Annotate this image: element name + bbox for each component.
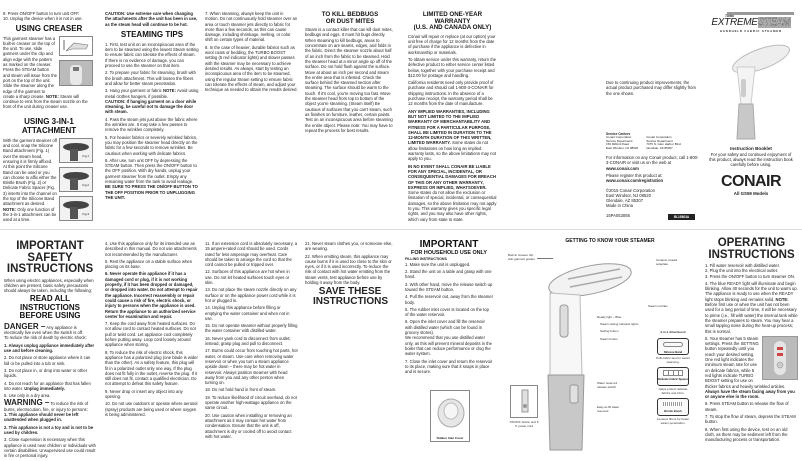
save-instructions-heading: SAVE THESE INSTRUCTIONS [313, 286, 388, 308]
warranty-p4 [408, 109, 497, 162]
danger-5: 5. Use only in a dry area. [4, 393, 51, 399]
steamer-image [705, 39, 797, 144]
safety-18: 18. Do not hold hand in front of steam. [205, 387, 277, 393]
bristle-brush-card [657, 398, 689, 416]
danger-4-text: 4. Do not reach for an appliance that has fallen into water. [4, 380, 91, 391]
filling-3: 3. With other hand, move the release switch up toward the STEAM button. [405, 281, 493, 292]
safety-15: 15. Do not operate steamer without properly filling the water container with distilled water. [205, 323, 298, 334]
service-centers-heading: Service Centers [606, 131, 631, 136]
operating-3: 3. Press the ON/OFF button to turn steamer ON. [705, 273, 796, 279]
operating-7: 7. To stop the flow of steam, depress the STEAM button. [705, 414, 796, 425]
bedbugs-heading-line2: OR DUST MITES [325, 17, 375, 25]
filling-5: 5. The rubber inlet cover is located on the top of the water reservoir. [405, 306, 489, 318]
label-indicator-lights: Steam setting indicator lights [600, 322, 639, 326]
copyright: ©2015 Conair Corporation [606, 187, 655, 193]
safety-20: 20. Use caution when installing or removing an attachment as it may contain hot water from condensation. Ensure that the unit is off, attachment is dry or cooled off to avoid contact with hot water. [205, 412, 292, 439]
bristle-brush-icon [663, 402, 683, 406]
operating-2: 2. Plug the unit into the electrical outlet. [705, 268, 779, 274]
part-code: 15PA053085 [606, 212, 630, 218]
tagline: HANDHELD FABRIC STEAMER [719, 29, 783, 33]
tip-6-warning: BE SURE TO PRESS THE ON/OFF BUTTON TO THE OFF POSITION PRIOR TO UNPLUGGING THE UNIT. [105, 184, 198, 200]
bedbugs-text: Steam is a contact killer that can kill dust mites, bedbugs and eggs. It must hit bugs directly. When steaming to kill bedbugs, areas to concentrate on are seams, edges, and folds in the fabric. Direct the steamer nozzle about half of an inch from the fabric to be steamed. Hold the steamer head at a minor angle up off of the surface. Do not hold flush against the surface. Move at about an inch per second and steam the entire area that is infested. Check the surface behind the steamed section after steaming. The surface should be warm to the touch. If it's cool, you're moving too fast. Move the steamer head from top to bottom of the object you're steaming. (Steam itself) Be cautious of surfaces that you can't steam, such as finishes on furniture, leather, certain paints. Test on an inconspicuous area before steaming the entire object. Please note: You may have to repeat the process for best results. [305, 27, 393, 133]
safety-4: 4. Use this appliance only for its intended use as described in this manual. Do not use attachments not recommended by the manufacturer. [105, 241, 197, 257]
fabric-spacer-icon [663, 370, 683, 376]
conair-logo: CONAIR [720, 173, 782, 191]
bristle-brush-desc: Loosens fibers for better steam penetration. [656, 417, 690, 425]
fig3-label: Fig.3 [82, 212, 89, 217]
operating-4-text: 4. The blue READY light will illuminate and begin blinking. Allow 40 seconds for the unit to warm up. The appliance is ready to use when the READY light stops blinking and remains solid. [705, 280, 798, 302]
tip-4: 4. Pass the steam jets just above the fabric where the wrinkles are. It may take a few passes to remove the wrinkles completely. [105, 116, 198, 133]
filling-7: 7. Close the inlet cover and return the reservoir to its place, making sure that it snaps in place and is secure. [405, 358, 493, 375]
safety-9: 9. Never drop or insert any object into any opening. [105, 388, 183, 400]
address-line: Glendale, AZ 85307 [606, 198, 644, 204]
bristle-brush-name: Bristle Brush [664, 409, 682, 413]
warning-line [4, 400, 96, 412]
danger-text: Any appliance is electrically live even when the switch is off. [4, 324, 84, 336]
tip-3-note: Avoid using metal clothes hangers, if possible. [105, 88, 199, 99]
warranty-p5 [408, 164, 497, 222]
address-line: Conair Corporation [606, 134, 632, 139]
rubber-inlet-cover-figure [430, 390, 470, 442]
operating-4 [705, 281, 798, 334]
filling-6-note: We recommend that you use distilled water only, as this will prevent mineral deposits in the boiler that can reduce performance or clog the water system. [405, 335, 492, 357]
setting-buttons-photo [762, 336, 798, 380]
tip-1: 1. First, test unit on an inconspicuous area of the item to be steamed using the lowest Steam setting to ensure fabric can tolerate the effects of steam. If there is no evidence of damage, you can proceed to use the steamer on that item. [105, 41, 199, 69]
label-soleplate: Ceramic-coated soleplate [656, 258, 678, 266]
attachment-figures [59, 138, 95, 225]
tip-6 [105, 158, 199, 200]
warning-text: To reduce the risk of burns, electrocution, fire, or injury to persons: [4, 401, 89, 412]
safety-heading: IMPORTANT SAFETY INSTRUCTIONS [6, 240, 94, 275]
warranty-p3: California residents need only provide proof of purchase and should call 1-800-3-CONAIR for shipping instructions. In the absence of a purchase receipt, the warranty period shall be 12 months from the date of manufacture. [408, 80, 494, 107]
conair-website-link[interactable]: www.conair.com [606, 165, 639, 171]
safety-14: 14. Unplug this appliance before filling or emptying the water container and when not in use. [205, 305, 290, 321]
steaming-tips-continued [205, 11, 298, 94]
label-onoff: ON/OFF button and 9 ft. power cord [509, 420, 539, 428]
cover-panel [705, 12, 797, 197]
liability-clause: IN NO EVENT SHALL CONAIR BE LIABLE FOR ANY SPECIAL, INCIDENTAL, OR CONSEQUENTIAL DAMAGES FOR BREACH OF THIS OR ANY OTHER WARRANTY, EXPRESS OR IMPLIED, WHATSOEVER. [408, 163, 496, 190]
creaser-body: This garment steamer has a built-in creaser on the top of the unit. To use, slide garment under the clip and align edge with the pattern as marked on the creaser. Press the STEAM button and steam will issue from the port on the top of the unit. Slide the steamer along the edge of the garment to create a sharp crease. [3, 35, 57, 99]
tip-3-text: 3. Hang your garment or fabric [105, 88, 162, 94]
danger-line [4, 321, 96, 336]
operating-8: 8. When first using the device, test on an old cloth, as there may be sediment left from the manufacturing process or transportation. [705, 426, 788, 443]
step-9: 9. Press ON/OFF button to turn unit OFF. [3, 11, 80, 16]
brand-small: Turbo [725, 14, 734, 18]
safety-21: 21. Never steam clothes you, or someone else, are wearing. [305, 241, 393, 252]
brand-extreme: EXTREME [711, 17, 758, 28]
info-text: For information on any Conair product, call 1-800-3-CONAIR or visit us on the web at [606, 155, 699, 166]
safety-11: 11. If an extension cord is absolutely necessary, a 15 ampere-rated cord should be used. Cords rated for less amperage may overheat. Care should be taken to arrange the cord so that the cord cannot be pulled or tripped over. [205, 241, 298, 268]
note-label: NOTE: [162, 88, 176, 94]
implied-warranty-clause: ANY IMPLIED WARRANTIES, INCLUDING BUT NOT LIMITED TO THE IMPLIED WARRANTY OF MERCHANTABILITY AND FITNESS FOR A PARTICULAR PURPOSE, SHALL BE LIMITED IN DURATION TO THE 12-MONTH DURATION OF THIS WRITTEN, LIMITED WARRANTY. [408, 108, 492, 146]
fabric-spacer-desc: Helps protect delicate fabrics and trims. [658, 387, 688, 395]
diagram-heading: GETTING TO KNOW YOUR STEAMER [565, 238, 655, 244]
address-line: Service Department [606, 138, 633, 143]
tip-8: 8. In the case of heavier, durable fabrics such as wool coats or bedding, the TURBO BOOST setting (5 red indicator lights) and slower passes with the steamer may be necessary to achieve desired results. As always, start by testing an inconspicuous area of the item to be steamed, using the regular Steam setting to ensure fabric can tolerate the effects of steam, and adjust your technique as needed to obtain the results desired. [205, 44, 298, 93]
address-line: Service Department [646, 138, 673, 143]
label-reservoir: Easy-to-fill water reservoir [597, 405, 620, 413]
safety-continued-2 [205, 241, 298, 441]
label-release-switch: Water reservoir release switch [597, 381, 618, 389]
warranty-p4-text: Some states do not allow limitations on how long an implied warranty lasts, so the above limitations may not apply to you. [408, 140, 496, 162]
safety-continued-3 [305, 241, 395, 307]
warranty-p5-text: Some states do not allow the exclusion or limitation of special, incidental, or consequential damages, so the above limitation may not apply to you. This warranty gives you specific legal rights, and you may also have other rights, which vary from state to state. [408, 190, 497, 222]
note-label: NOTE: [775, 296, 789, 302]
note-label: NOTE: [3, 206, 17, 212]
fig1-image [59, 138, 93, 163]
tip-6-text: 6. After use, turn unit OFF by depressing the STEAM button. Then press the ON/OFF button to the OFF position. With dry hands, unplug your garment steamer from the outlet. Empty any remaining water from the tank to avoid leakage. [105, 157, 197, 185]
safety-16: 16. Never yank cord to disconnect from outlet; instead, grasp plug and pull to disconnect. [205, 335, 291, 347]
operating-6: 6. Press STEAM button to release the flow of steam. [705, 401, 789, 412]
attachment-title: 3-in-1 Attachment [660, 330, 686, 334]
safety-7: 7. Keep the cord away from heated surfaces. Do not allow cord to contact heated surfaces. Do not pull or twist cord. Let appliance cool completely before putting away. Loop cord loosely around appliance when storing. [105, 321, 196, 348]
fig2-image [59, 167, 93, 192]
brand-steam: STEAM [757, 17, 791, 28]
address-line: 150 Milford Road [606, 142, 629, 147]
silicone-band-desc: Pulls fabric taut for easier steaming. [656, 356, 690, 364]
address-line: East Windsor, NJ 08520 [606, 146, 639, 151]
safety-section [4, 241, 96, 460]
operating-heading-line2: INSTRUCTIONS [708, 248, 795, 261]
read-all-heading: READ ALL INSTRUCTIONS BEFORE USING [19, 294, 81, 321]
fig2-label: Fig.2 [82, 183, 89, 188]
safety-22: 22. When emitting steam, this appliance may cause burns if it is used too close to the skin or eyes, or if it is used incorrectly. To reduce the risk of contact with hot water emitting from the steam vents, test appliance before use by holding it away from the body. [305, 253, 392, 286]
safety-17: 17. Burns could occur from touching hot parts, hot water, or steam. Use care when removing water reservoir or when you turn a steam appliance upside down – there may be hot water in reservoir. Always position steamer with head away from you and any other person when turning on. [205, 348, 298, 386]
rubber-inlet-cover-label: Rubber Inlet Cover [436, 436, 464, 441]
filling-6: 6. Open the inlet cover and fill the reservoir with distilled water (which can be found in grocery stores). [405, 319, 485, 336]
attachment-body: With the garment steamer off and cool, snap the Silicone Band attachment (Fig. 1) over the steam head, ensuring it is firmly affixed. At this point the Silicone Band can be used or you can choose to affix either the Bristle Brush (Fig. 2) or Delicate Fabric Spacer (Fig. 3) inserts into the channel on the top of the Silicone Band attachment as desired. [3, 137, 57, 207]
bedbugs-section [305, 12, 395, 135]
fig3-image [59, 196, 93, 221]
creaser-section [3, 11, 95, 225]
steaming-tips-heading: STEAMING TIPS [120, 29, 184, 39]
bedbugs-heading-line1: TO KILL BEDBUGS [321, 11, 379, 18]
warranty-heading-line1: LIMITED ONE-YEAR WARRANTY [422, 11, 483, 25]
safety-6: 6. Never operate this appliance if it has a damaged cord or plug, if it is not working properly, if it has been dropped or damaged, or dropped into water. Do not attempt to repair the appliance. Incorrect reassembly or repair could cause a risk of fire, electric shock, or injury to persons when the appliance is used. Return the appliance to an authorized service center for examination and repair. [105, 271, 198, 319]
models: All GS59 Models [733, 191, 769, 197]
creaser-illustration [59, 36, 93, 56]
safety-13: 13. Do not place the steam nozzle directly on any surface or on the appliance power cord while it is hot or plugged in. [205, 287, 297, 303]
steaming-tips-section [105, 11, 199, 202]
address-line: East Windsor, NJ 08520 [606, 192, 651, 198]
warning-label: WARNING – [4, 398, 50, 408]
operating-section [705, 238, 798, 445]
danger-label: DANGER – [4, 321, 46, 331]
tip-2: 2. To prepare your fabric for steaming, brush with the brush attachment. This will loosen the fibers and allow for better steam penetration. [105, 70, 196, 86]
tip-3 [105, 88, 199, 114]
note-label: NOTE: [45, 93, 59, 99]
safety-19: 19. To reduce likelihood of circuit overload, do not operate another high-wattage appliance on the same circuit. [205, 394, 297, 411]
steamer-diagram-image [540, 255, 635, 460]
filling-2: 2. Stand the unit on a table and grasp with one hand. [405, 269, 492, 280]
creaser-note: Steam will continue to emit from the steam nozzle on the front of the unit during creaser use. [3, 93, 88, 110]
attachment-caution: CAUTION: Use extreme care when changing the attachments after the unit has been in use, as the steam head will continue to be hot. [105, 11, 198, 27]
tip-5: 5. For heavier fabrics or severely wrinkled fabrics, you may position the steamer head directly on the fabric for a few seconds to remove wrinkles. Be cautious when working with delicate fabrics. [105, 134, 198, 156]
creaser-heading: USING CREASER [15, 23, 83, 33]
brand-logo [705, 18, 797, 28]
label-nozzles: Steam nozzles [648, 304, 668, 308]
operating-heading-line1: OPERATING [717, 237, 786, 249]
creaser-photo [59, 60, 93, 86]
danger-2: 2. Do not place or store appliance where it can fall or be pulled into a tub or sink. [4, 355, 91, 366]
label-creaser: Built-in creaser clip with garment guides [508, 253, 535, 261]
label-setting-button: Setting button [600, 329, 619, 333]
safety-continued-1 [105, 241, 198, 419]
door-caution: CAUTION: If hanging garment on a door while steaming, be careful not to damage the door with steam. [105, 98, 197, 115]
warranty-section [408, 12, 497, 224]
page-divider [0, 229, 802, 230]
danger-1: 1. Always unplug appliance immediately after use and before cleaning. [4, 342, 95, 354]
step-10: 10. Unplug the device when it is not in use. [3, 16, 83, 22]
warranty-heading-line2: (U.S. AND CANADA ONLY) [413, 24, 492, 32]
unplug-immediately: Unplug immediately. [24, 385, 65, 391]
danger-3: 3. Do not place in, or drop into water or other liquids. [4, 367, 88, 379]
warning-3: 3. Close supervision is necessary when this appliance is used near children or individuals with certain disabilities. Unsupervised use could result in fire or personal injury. [4, 437, 96, 459]
address-line: Glendale, AZ 85307 [646, 146, 673, 151]
service-centers [606, 136, 700, 151]
service-center-nj [606, 136, 638, 151]
operating-4-note: Before first use or when the unit has not been used for a long period of time, it will be necessary to prime (i.e., fill with water) the internal tank while the steamer prepares to steam. You may hear a small tapping noise during the heat-up process; this is normal. [705, 302, 798, 334]
registration-link[interactable]: www.conair.com/registration [606, 178, 664, 184]
attachment-heading: USING 3-IN-1 ATTACHMENT [21, 116, 77, 135]
made-in: Made in China [606, 203, 634, 209]
important-heading: IMPORTANT [419, 239, 479, 250]
cover-safety-note: For your safety and continued enjoyment of this product, always read the instruction book carefully before using. [709, 151, 793, 168]
danger-reduce: To reduce the risk of death by electric shock: [4, 335, 87, 341]
safety-8: 8. To reduce the risk of electric shock, this appliance has a polarized plug (one blade is wider than the other). As a safety feature, this plug will fit in a polarized outlet only one way. If the plug does not fit fully in the outlet, reverse the plug. If it still does not fit, contact a qualified electrician. Do not attempt to defeat this safety feature. [105, 349, 198, 387]
label-ready-light: Ready light – Blue [597, 315, 622, 319]
safety-5: 5. Rest the appliance on a stable surface when placing on its base. [105, 258, 193, 270]
ib-code-badge: IB-15803A [668, 214, 695, 220]
danger-4 [4, 381, 96, 392]
operating-5-text: 5. Your steamer has 5 steam settings. Press the SETTING button repeatedly until you reach your desired setting. One red light indicates the minimum steam rate for use on delicate fabrics, while 5 red lights indicate TURBO BOOST setting for use on thicker fabrics and heavily wrinkled articles. [705, 335, 786, 389]
filling-4: 4. Pull the reservoir out, away from the steamer body. [405, 294, 493, 305]
silicone-band-card [657, 338, 689, 355]
back-panel [606, 80, 700, 218]
silicone-band-name: Silicone Band [663, 350, 683, 354]
instruction-booklet-title: Instruction Booklet [730, 146, 772, 152]
leader-line [537, 258, 553, 259]
operating-1: 1. Fill water reservoir with distilled water. [705, 263, 780, 268]
service-center-az [646, 136, 681, 151]
safety-12: 12. Surfaces of this appliance are hot when in use. Do not let heated surfaces touch eyes or skin. [205, 269, 290, 286]
label-steam-button: Steam button [600, 337, 618, 341]
steam-direction-warning: Always have the steam facing away from you or anyone else in the room. [705, 388, 795, 400]
warranty-p2: To obtain service under this warranty, return the defective product to either service center listed below, together with your purchase receipt and $12.00 for postage and handling. [408, 56, 497, 78]
warning-1: 1. This appliance should never be left unattended when plugged in. [4, 412, 79, 423]
attachment-note: Only one function of the 3-in-1 attachment can be used at a time. [3, 206, 57, 223]
address-line: Conair Corporation [646, 134, 672, 139]
safety-intro: When using electric appliances, especially when children are present, basic safety precautions should always be taken, including the following: [4, 277, 94, 294]
fabric-spacer-name: Delicate Fabric Spacer [658, 377, 689, 381]
silicone-band-icon [663, 342, 683, 347]
warranty-p1: Conair will repair or replace (at our option) your unit free of charge for 12 months from the date of purchase if the appliance is defective in workmanship or materials. [408, 33, 496, 55]
filling-1: 1. Make sure the unit is unplugged. [405, 261, 471, 267]
warning-2: 2. This appliance is not a toy and is not to be used by children. [4, 424, 94, 435]
onoff-inset [510, 385, 538, 418]
creaser-figures [59, 36, 95, 90]
register-text: Please register this product at: [606, 172, 663, 178]
improvement-note: Due to continuing product improvements, the actual product purchased may differ slightly from the one shown. [606, 80, 696, 96]
fig1-label: Fig.1 [82, 154, 89, 159]
tip-7: 7. When steaming, always keep the unit in motion. Do not continuously hold steamer over an area or touch steamer jets directly to fabric for more than a few seconds, as this can cause damage, including shrinkage, melting, or color shift on certain types of material. [205, 11, 298, 43]
fabric-spacer-card [657, 367, 689, 386]
address-line: 7475 N. Glen Harbor Blvd. [646, 142, 682, 147]
household-use-heading: FOR HOUSEHOLD USE ONLY [411, 250, 487, 256]
filling-section [405, 240, 493, 376]
filling-instructions-title: FILLING INSTRUCTIONS [405, 256, 447, 261]
safety-10: 10. Do not use outdoors or operate where aerosol (spray) products are being used or where oxygen is being administered. [105, 401, 198, 417]
